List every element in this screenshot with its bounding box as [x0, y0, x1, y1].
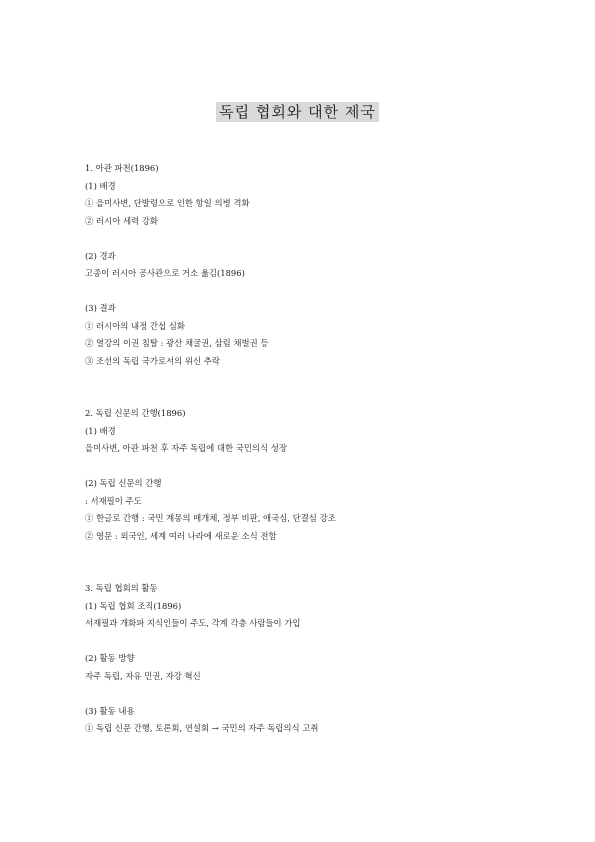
section-2 — [85, 405, 525, 545]
subsection-heading: (1) 독립 협회 조직(1896) — [85, 600, 182, 611]
document-body — [85, 160, 525, 738]
text-line: ① 독립 신문 간행, 토론회, 연설회 → 국민의 자주 독립의식 고취 — [85, 723, 319, 733]
section-1 — [85, 160, 525, 370]
page-title-wrapper — [0, 102, 595, 122]
section-spacer — [85, 545, 525, 580]
subsection-heading: (2) 독립 신문의 간행 — [85, 478, 162, 488]
spacer — [85, 283, 525, 301]
subsection-heading: (3) 활동 내용 — [85, 705, 135, 716]
subsection-3-3 — [85, 703, 525, 738]
text-line: ③ 조선의 독립 국가로서의 위신 추락 — [85, 355, 220, 366]
text-line: ② 영문 : 외국인, 세계 여러 나라에 새로운 소식 전함 — [85, 530, 277, 541]
section-heading: 2. 독립 신문의 간행(1896) — [85, 408, 186, 418]
spacer — [85, 458, 525, 476]
subsection-2-2 — [85, 475, 525, 545]
text-line: ① 을미사변, 단발령으로 인한 항일 의병 격화 — [85, 198, 250, 208]
text-line: ② 열강의 이권 침탈 : 광산 채굴권, 삼림 채벌권 등 — [85, 338, 269, 348]
subsection-heading: (1) 배경 — [85, 180, 116, 191]
section-heading: 3. 독립 협회의 활동 — [85, 583, 158, 593]
subsection-1-3 — [85, 300, 525, 370]
subsection-heading: (2) 경과 — [85, 250, 116, 261]
spacer — [85, 685, 525, 703]
text-line: ① 한글로 간행 : 국민 계몽의 매개체, 정부 비판, 애국심, 단결심 강조 — [85, 513, 336, 523]
section-spacer — [85, 370, 525, 405]
text-line: 고종이 러시아 공사관으로 거소 옮김(1896) — [85, 268, 245, 278]
subsection-1-1 — [85, 178, 525, 231]
subsection-heading: (2) 활동 방향 — [85, 653, 135, 663]
text-line: 을미사변, 아관 파천 후 자주 독립에 대한 국민의식 성장 — [85, 443, 287, 453]
spacer — [85, 230, 525, 248]
text-line: ① 러시아의 내정 간섭 심화 — [85, 320, 185, 331]
subsection-heading: (1) 배경 — [85, 425, 116, 436]
text-line: : 서재필이 주도 — [85, 495, 142, 506]
subsection-heading: (3) 결과 — [85, 303, 116, 313]
page-title: 독립 협회와 대한 제국 — [216, 102, 379, 122]
text-line: ② 러시아 세력 강화 — [85, 215, 158, 226]
subsection-3-2 — [85, 650, 525, 685]
text-line: 서재필과 개화파 지식인들이 주도, 각계 각층 사람들이 가입 — [85, 618, 301, 628]
text-line: 자주 독립, 자유 민권, 자강 혁신 — [85, 670, 201, 681]
spacer — [85, 633, 525, 651]
subsection-3-1 — [85, 598, 525, 633]
subsection-1-2 — [85, 248, 525, 283]
section-heading: 1. 아관 파천(1896) — [85, 163, 159, 173]
section-3 — [85, 580, 525, 738]
subsection-2-1 — [85, 423, 525, 458]
